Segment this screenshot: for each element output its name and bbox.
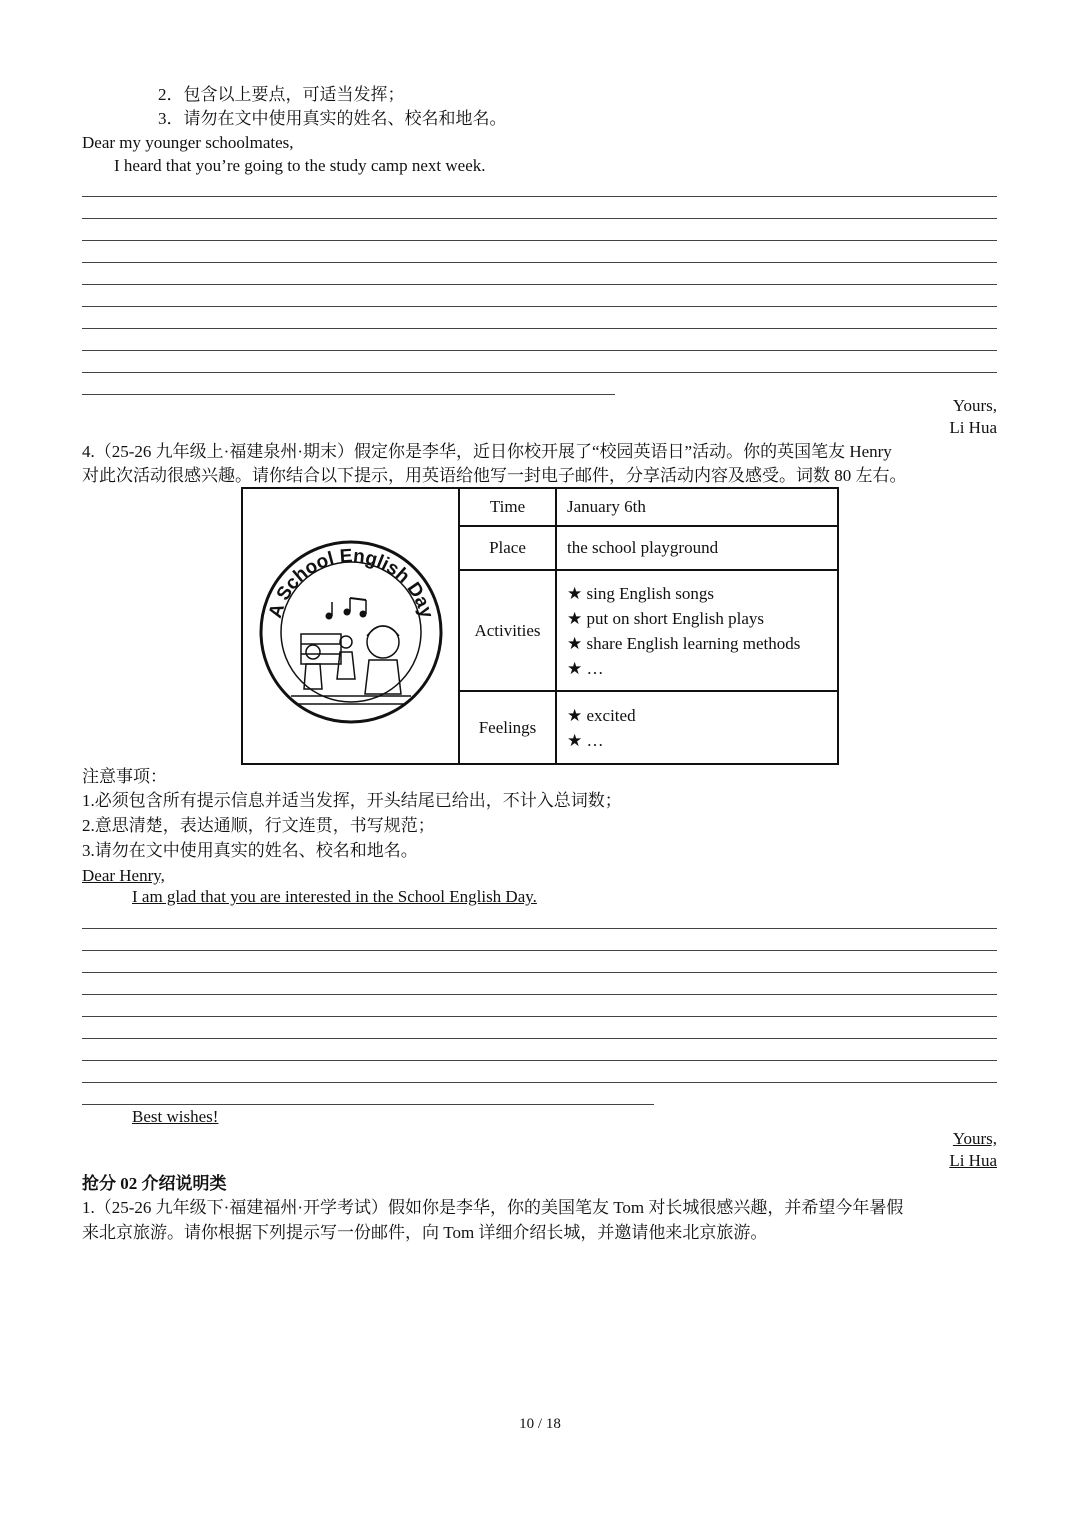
requirement-3: 3．请勿在文中使用真实的姓名、校名和地名。 <box>158 109 507 128</box>
activity-info-table <box>241 487 839 765</box>
writing-line <box>82 372 997 373</box>
activities-label: Activities <box>459 570 556 691</box>
activities-list <box>556 570 838 691</box>
poster-title: A School English Day <box>264 545 437 621</box>
school-english-day-poster-image <box>251 524 451 724</box>
place-value: the school playground <box>556 526 838 570</box>
writing-line <box>82 196 997 197</box>
feeling-item: ★ … <box>567 730 604 750</box>
writing-line <box>82 928 997 929</box>
writing-line-short <box>82 1104 654 1105</box>
s2-q1-prompt-line2: 来北京旅游。请你根据下列提示写一份邮件，向 Tom 详细介绍长城，并邀请他来北京旅游。 <box>82 1223 768 1242</box>
note-3: 3.请勿在文中使用真实的姓名、校名和地名。 <box>82 841 418 860</box>
activity-item: ★ sing English songs <box>567 583 715 603</box>
s2-q1-prompt-line1: 1.（25-26 九年级下·福建福州·开学考试）假如你是李华，你的美国笔友 Tom 对长城很感兴趣，并希望今年暑假 <box>82 1198 904 1217</box>
email-closing-yours: Yours, <box>952 1129 997 1148</box>
letter-salutation: Dear my younger schoolmates, <box>82 133 294 152</box>
q4-prompt-line1: 4.（25-26 九年级上·福建泉州·期末）假定你是李华，近日你校开展了“校园英语日”活动。你的英国笔友 Henry <box>82 442 892 461</box>
feelings-label: Feelings <box>459 691 556 764</box>
place-label: Place <box>459 526 556 570</box>
letter-opening: I heard that you’re going to the study camp next week. <box>114 156 486 175</box>
note-2: 2.意思清楚，表达通顺，行文连贯，书写规范； <box>82 816 435 835</box>
activity-item: ★ put on short English plays <box>567 608 765 628</box>
time-label: Time <box>459 488 556 526</box>
section-heading: 抢分 02 介绍说明类 <box>82 1174 227 1193</box>
writing-line <box>82 994 997 995</box>
writing-line <box>82 950 997 951</box>
email-closing-name: Li Hua <box>949 1151 997 1170</box>
closing-yours: Yours, <box>952 396 997 415</box>
writing-line <box>82 1082 997 1083</box>
q4-prompt-line2: 对此次活动很感兴趣。请你结合以下提示，用英语给他写一封电子邮件，分享活动内容及感受。词数 80 左右。 <box>82 466 907 485</box>
poster-cell <box>242 488 459 764</box>
writing-line <box>82 306 997 307</box>
best-wishes: Best wishes! <box>132 1107 219 1126</box>
closing-name: Li Hua <box>949 418 997 437</box>
writing-line <box>82 218 997 219</box>
writing-line <box>82 972 997 973</box>
feelings-list <box>556 691 838 764</box>
email-opening: I am glad that you are interested in the School English Day. <box>132 887 537 906</box>
note-1: 1.必须包含所有提示信息并适当发挥，开头结尾已给出，不计入总词数； <box>82 791 622 810</box>
requirement-2: 2．包含以上要点，可适当发挥； <box>158 85 405 104</box>
feeling-item: ★ excited <box>567 705 636 725</box>
time-value: January 6th <box>556 488 838 526</box>
email-salutation: Dear Henry, <box>82 866 165 885</box>
writing-line <box>82 1016 997 1017</box>
activity-item: ★ … <box>567 658 604 678</box>
writing-line <box>82 262 997 263</box>
writing-line <box>82 1038 997 1039</box>
notes-title: 注意事项： <box>82 767 167 786</box>
writing-line-short <box>82 394 615 395</box>
writing-line <box>82 350 997 351</box>
writing-line <box>82 284 997 285</box>
writing-line <box>82 328 997 329</box>
writing-line <box>82 1060 997 1061</box>
activity-item: ★ share English learning methods <box>567 633 801 653</box>
writing-line <box>82 240 997 241</box>
page-number: 10 / 18 <box>519 1416 561 1432</box>
